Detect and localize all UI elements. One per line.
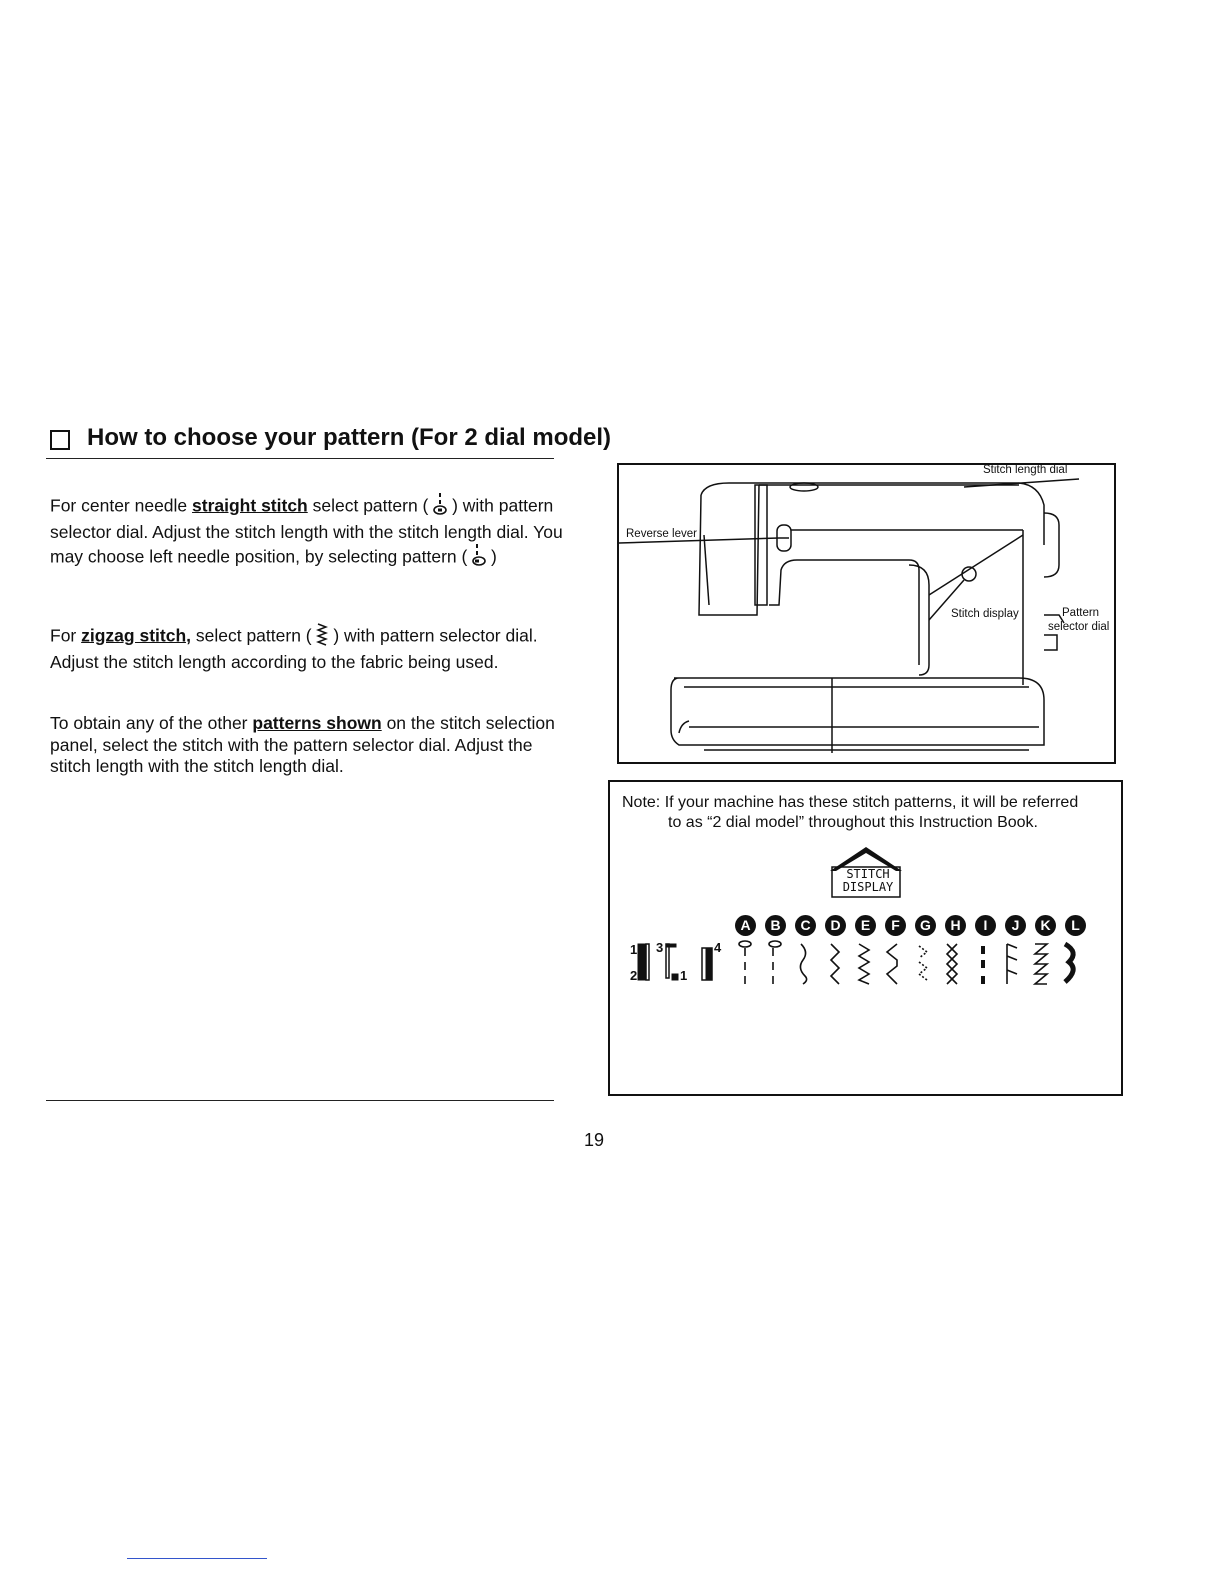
text: on the stitch selection panel, select the stitch with the pattern selector dial. Adjust the stitch length with the stitch length dial. — [50, 713, 555, 776]
text: ) with pattern selector dial. Adjust the stitch length according to the fabric being used. — [50, 625, 538, 672]
stitch-display-badge — [828, 845, 904, 900]
text: select pattern ( — [191, 625, 317, 646]
pattern-letter: A — [735, 915, 756, 936]
pattern-letter: H — [945, 915, 966, 936]
sewing-machine-figure — [617, 463, 1116, 764]
note-line-1: Note: If your machine has these stitch patterns, it will be referred — [622, 794, 1079, 811]
footer-link-rule — [127, 1558, 267, 1559]
length-number: 1 — [630, 942, 638, 957]
checkbox-icon — [50, 430, 70, 450]
zigzag-stitch-term: zigzag stitch, — [81, 625, 191, 646]
pattern-letter: J — [1005, 915, 1026, 936]
stitch-length-indicators — [630, 938, 730, 986]
patterns-shown-term: patterns shown — [252, 713, 382, 733]
pattern-letter: K — [1035, 915, 1056, 936]
straight-stitch-term: straight stitch — [192, 495, 308, 516]
paragraph-zigzag-stitch — [50, 622, 570, 673]
paragraph-other-patterns — [50, 713, 570, 778]
text: select pattern ( — [307, 495, 434, 516]
length-number: 3 — [656, 940, 664, 955]
pattern-letter: C — [795, 915, 816, 936]
badge-line-2: DISPLAY — [842, 880, 894, 894]
stitch-pattern-row — [735, 940, 1085, 986]
text: For center needle — [50, 495, 193, 516]
pattern-letter: I — [975, 915, 996, 936]
text: For — [50, 625, 82, 646]
stitch-length-dial-label: Stitch length dial — [983, 464, 1068, 476]
section-heading — [50, 424, 730, 458]
length-number: 2 — [630, 968, 638, 983]
zigzag-stitch-icon — [316, 622, 328, 652]
pattern-selector-label-2: selector dial — [1048, 621, 1110, 633]
straight-stitch-left-icon — [472, 543, 486, 573]
pattern-letter: L — [1065, 915, 1086, 936]
paragraph-straight-stitch — [50, 492, 570, 573]
text: ) with pattern selector dial. Adjust the stitch length with the stitch length dial. You may choose left needle position, by selecting pattern ( — [50, 495, 563, 567]
stitch-display-label: Stitch display — [951, 608, 1019, 620]
note-line-2: to as “2 dial model” throughout this Instruction Book. — [668, 814, 1038, 831]
pattern-letter: B — [765, 915, 786, 936]
pattern-letter-row — [735, 915, 1085, 941]
text: ) — [486, 546, 497, 567]
badge-text — [836, 868, 900, 894]
reverse-lever-label: Reverse lever — [626, 528, 697, 540]
sewing-machine-illustration — [619, 465, 1114, 762]
section-title: How to choose your pattern (For 2 dial model) — [87, 424, 612, 451]
badge-line-1: STITCH — [846, 867, 890, 881]
pattern-selector-label-1: Pattern — [1062, 607, 1100, 619]
page-number: 19 — [583, 1130, 605, 1150]
pattern-letter: F — [885, 915, 906, 936]
pattern-letter: E — [855, 915, 876, 936]
length-number: 4 — [714, 940, 722, 955]
pattern-letter: G — [915, 915, 936, 936]
pattern-letter: D — [825, 915, 846, 936]
length-number: 1 — [680, 968, 688, 983]
text: To obtain any of the other — [50, 713, 253, 733]
heading-rule — [46, 458, 554, 459]
note-text — [622, 793, 1112, 833]
bottom-rule — [46, 1100, 554, 1101]
straight-stitch-center-icon — [433, 492, 447, 522]
